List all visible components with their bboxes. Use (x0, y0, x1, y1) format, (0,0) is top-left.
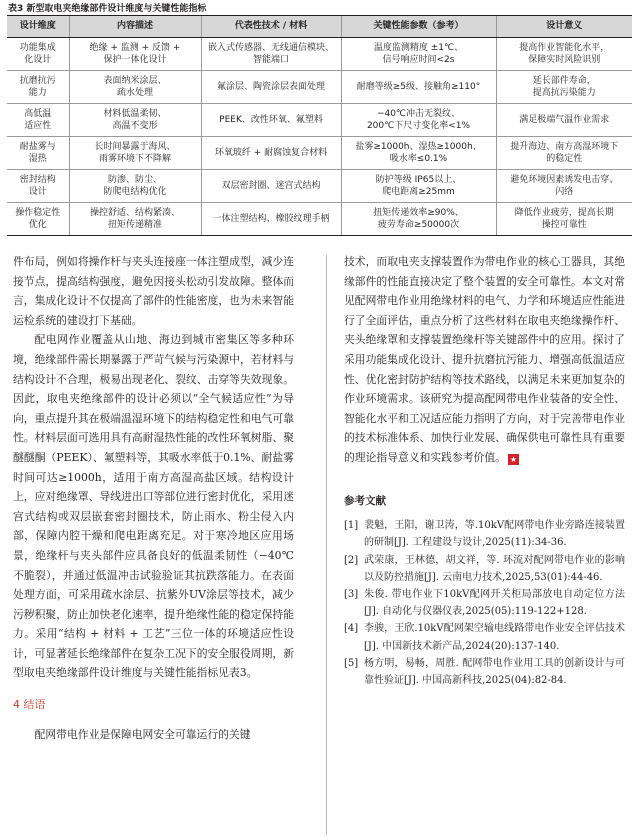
table-cell (201, 137, 341, 170)
table-cell-line: 适应性 (24, 121, 52, 131)
table-cell-line: 高温不变形 (112, 121, 158, 131)
table-cell (341, 38, 496, 71)
table-cell (496, 38, 632, 71)
table-cell (496, 71, 632, 104)
reference-number: [5] (344, 657, 359, 669)
table-cell-line: 信号响应时间<2s (382, 55, 455, 65)
table-caption: 表3 新型取电夹绝缘部件设计维度与关键性能指标 (8, 4, 207, 14)
table-cell (69, 203, 201, 236)
table-cell-line: 吸水率≤0.1% (389, 154, 448, 164)
table-cell (201, 38, 341, 71)
table-cell (7, 38, 69, 71)
table-cell-line: 长时间暴露于海风、 (94, 141, 176, 152)
table-cell-line: 设计 (28, 187, 47, 197)
reference-item (344, 552, 625, 586)
table-cell (341, 170, 496, 203)
table-header-row (7, 16, 632, 38)
end-of-article-icon: ★ (509, 454, 518, 464)
table-cell-line: 高低温 (24, 108, 52, 119)
table-cell (201, 170, 341, 203)
table-row (7, 203, 632, 236)
table-cell (341, 203, 496, 236)
table-cell-line: 疲劳寿命≥50000次 (377, 220, 460, 230)
reference-list (344, 517, 625, 689)
table-cell-line: 降低作业疲劳，提高长期 (514, 207, 614, 218)
reference-item (344, 586, 625, 620)
reference-number: [2] (344, 554, 359, 566)
table-cell (69, 38, 201, 71)
table-cell (201, 71, 341, 104)
reference-text: 李骏，王欣.10kV配网架空输电线路带电作业安全评估技术[J]. 中国新技术新产品,2024(20):137-140. (364, 623, 625, 652)
table-cell (201, 104, 341, 137)
table-cell-line: 双层密封圈、迷宫式结构 (221, 180, 321, 191)
table-cell (496, 137, 632, 170)
table-cell-line: 防渗、防尘、 (107, 174, 162, 185)
table-cell-line: 密封结构 (19, 174, 56, 185)
table-cell-line: 提高抗污染能力 (532, 88, 596, 98)
table-cell-line: 操控舒适、结构紧凑、 (89, 207, 180, 218)
reference-item (344, 517, 625, 551)
table-cell-line: 耐磨等级≥5级、接触角≥110° (356, 81, 481, 92)
left-column (13, 252, 294, 744)
table-cell-line: 氟涂层、陶瓷涂层表面处理 (216, 81, 325, 92)
body-paragraph: 件布局，例如将操作杆与夹头连接座一体注塑成型，减少连接节点，提高结构强度，避免因接头松动引发故障。整体而言，集成化设计不仅提高了部件的性能密度，也为未来智能运检系统的建设打下基础。 (13, 255, 294, 327)
table-row (7, 71, 632, 104)
table-cell (7, 137, 69, 170)
table-cell (496, 104, 632, 137)
table-row (7, 137, 632, 170)
table-row (7, 104, 632, 137)
table-cell-line: 盐雾≥1000h、湿热≥1000h、 (355, 141, 482, 152)
table-cell (341, 104, 496, 137)
table-cell (69, 170, 201, 203)
table-cell-line: 抗磨抗污 (19, 75, 56, 86)
reference-number: [3] (344, 588, 359, 600)
table-cell-line: 耐盐雾与 (19, 141, 56, 152)
table-cell-line: 防爬电结构优化 (103, 187, 167, 197)
table-cell (7, 71, 69, 104)
table-cell (7, 203, 69, 236)
reference-item (344, 655, 625, 689)
table-cell-line: 优化 (28, 220, 47, 230)
conclusion-text: 技术，而取电夹支撑装置作为带电作业的核心工器具，其绝缘部件的性能直接决定了整个装置的安全可靠性。本文对常见配网带电作业用绝缘材料的电气、力学和环境适应性能进行了全面评估，重点分析了这些材料在取电夹绝缘操作杆、夹头绝缘罩和支撑装置绝缘杆等关键部件中的应用。探讨了采用功能集成化设计、提升抗磨抗污能力、增强高低温适应性、优化密封防护结构等技术路线，以满足未来更加复杂的作业环境需求。该研究为提高配网带电作业装备的安全性、智能化水平和工况适应能力指明了方向，对于完善带电作业的技术标准体系、加快行业发展、确保供电可靠性具有重要的理论指导意义和实践参考价值。 (344, 255, 625, 464)
right-column (344, 252, 625, 689)
table-header-cell: 代表性技术 / 材料 (201, 16, 341, 38)
table-cell-line: 表面纳米涂层、 (103, 75, 167, 86)
table-cell-line: 延长部件寿命， (532, 75, 596, 86)
table-cell-line: 扭矩传递精准 (107, 220, 162, 230)
table-cell (201, 203, 341, 236)
table-cell-line: 温度监测精度 ±1℃、 (373, 42, 464, 53)
table-cell-line: 提升海边、南方高湿环境下 (510, 141, 619, 152)
reference-text: 朱俊. 带电作业下10kV配网开关柜局部放电自动定位方法[J]. 自动化与仪器仪表,2025(05):119-122+128. (364, 588, 625, 618)
table-header-cell: 设计维度 (7, 16, 69, 38)
table-cell-line: 的稳定性 (546, 154, 583, 164)
table-row (7, 38, 632, 71)
reference-item (344, 620, 625, 654)
table-cell-line: 满足极端气温作业需求 (519, 114, 610, 125)
table-cell-line: 智能端口 (252, 55, 289, 65)
column-divider (326, 255, 327, 835)
section-heading: 4 结语 (13, 698, 46, 712)
table-cell (69, 137, 201, 170)
design-dimension-table (7, 15, 632, 236)
reference-text: 杨方明，易畅，周胜. 配网带电作业用工具的创新设计与可靠性验证[J]. 中国高新科技,2025(04):82-84. (364, 657, 625, 686)
table-cell-line: 扭矩传递效率≥90%、 (373, 207, 464, 218)
table-cell-line: 保障实时风险识别 (528, 55, 601, 65)
reference-number: [1] (344, 520, 359, 532)
table-cell-line: 200℃下尺寸变化率<1% (366, 121, 471, 131)
table-cell-line: 疏水处理 (116, 88, 153, 98)
table-header-cell: 关键性能参数（参考） (341, 16, 496, 38)
table-cell-line: −40℃冲击无裂纹、 (376, 108, 461, 119)
table-cell-line: 雨雾环境下不降解 (98, 154, 171, 164)
table-cell-line: 防护等级 IP65以上、 (375, 174, 462, 185)
body-paragraph: 配电网作业覆盖从山地、海边到城市密集区等多种环境，绝缘部件需长期暴露于严苛气候与污染源中，若材料与结构设计不合理，极易出现老化、裂纹、击穿等失效现象。因此，取电夹绝缘部件的设计必须以“全气候适应性”为导向，重点提升其在极端温湿环境下的结构稳定性和电气可靠性。材料层面可选用具有高耐湿热性能的改性环氧树脂、聚醚醚酮（PEEK）、氟塑料等，其吸水率低于0.1%、耐盐雾时间可达≥1000h，适用于南方高湿高盐区域。结构设计上，应对绝缘罩、导线进出口等部位进行密封优化，采用迷宫式结构或双层嵌套密封圈技术，防止雨水、粉尘侵入内部，保障内腔干燥和爬电距离充足。对于寒冷地区应用场景，绝缘杆与夹头部件应具备良好的低温柔韧性（−40℃不脆裂），并通过低温冲击试验验证其抗跌落能力。在表面处理方面，可采用疏水涂层、抗紫外UV涂层等技术，减少污秽积聚，防止加快老化速率，提升绝缘性能的稳定保持能力。采用“结构 + 材料 + 工艺”三位一体的环境适应性设计，可显著延长绝缘部件在复杂工况下的安全服役周期，新型取电夹绝缘部件设计维度与关键性能指标见表3。 (13, 333, 294, 680)
table-cell-line: 爬电距离≥25mm (382, 187, 455, 197)
table-cell-line: 湿热 (28, 154, 47, 164)
table-cell-line: 化设计 (24, 55, 52, 65)
reference-number: [4] (344, 623, 359, 635)
table-cell-line: 操控可靠性 (541, 220, 587, 230)
body-paragraph (344, 252, 625, 468)
table-row (7, 170, 632, 203)
table-cell (496, 170, 632, 203)
reference-text: 裴魁，王阳，谢卫涛，等.10kV配网带电作业旁路连接装置的研制[J]. 工程建设与设计,2025(11):34-36. (364, 520, 625, 549)
table-cell (69, 104, 201, 137)
table-cell-line: 一体注塑结构、橡胶纹理手柄 (212, 213, 330, 224)
table-body (7, 38, 632, 236)
table-header-cell: 设计意义 (496, 16, 632, 38)
table-cell-line: 保护一体化设计 (103, 55, 167, 65)
table-cell-line: 操作稳定性 (15, 207, 61, 218)
table-cell (496, 203, 632, 236)
table-cell (341, 71, 496, 104)
table-cell-line: 避免环境因素诱发电击穿、 (510, 174, 619, 185)
table-header-cell: 内容描述 (69, 16, 201, 38)
table-cell-line: PEEK、改性环氧、氟塑料 (219, 114, 323, 125)
table-cell-line: 嵌入式传感器、无线通信模块、 (207, 42, 334, 53)
table-cell-line: 环氧玻纤 + 耐腐蚀复合材料 (214, 147, 328, 158)
table-cell-line: 材料低温柔韧、 (103, 108, 167, 119)
table-cell-line: 提高作业智能化水平， (519, 42, 610, 53)
table-cell-line: 能力 (28, 88, 47, 98)
table-cell (7, 170, 69, 203)
table-cell (69, 71, 201, 104)
table-cell-line: 闪络 (555, 187, 574, 197)
table-cell-line: 功能集成 (19, 42, 56, 53)
table-cell (7, 104, 69, 137)
body-paragraph: 配网带电作业是保障电网安全可靠运行的关键 (34, 727, 251, 741)
table-cell (341, 137, 496, 170)
reference-text: 武荣康，王林德，胡文祥，等. 环流对配网带电作业的影响以及防控措施[J]. 云南电力技术,2025,53(01):44-46. (364, 554, 625, 583)
table-cell-line: 绝缘 + 监测 + 反馈 + (89, 42, 181, 53)
references-heading: 参考文献 (344, 494, 386, 507)
